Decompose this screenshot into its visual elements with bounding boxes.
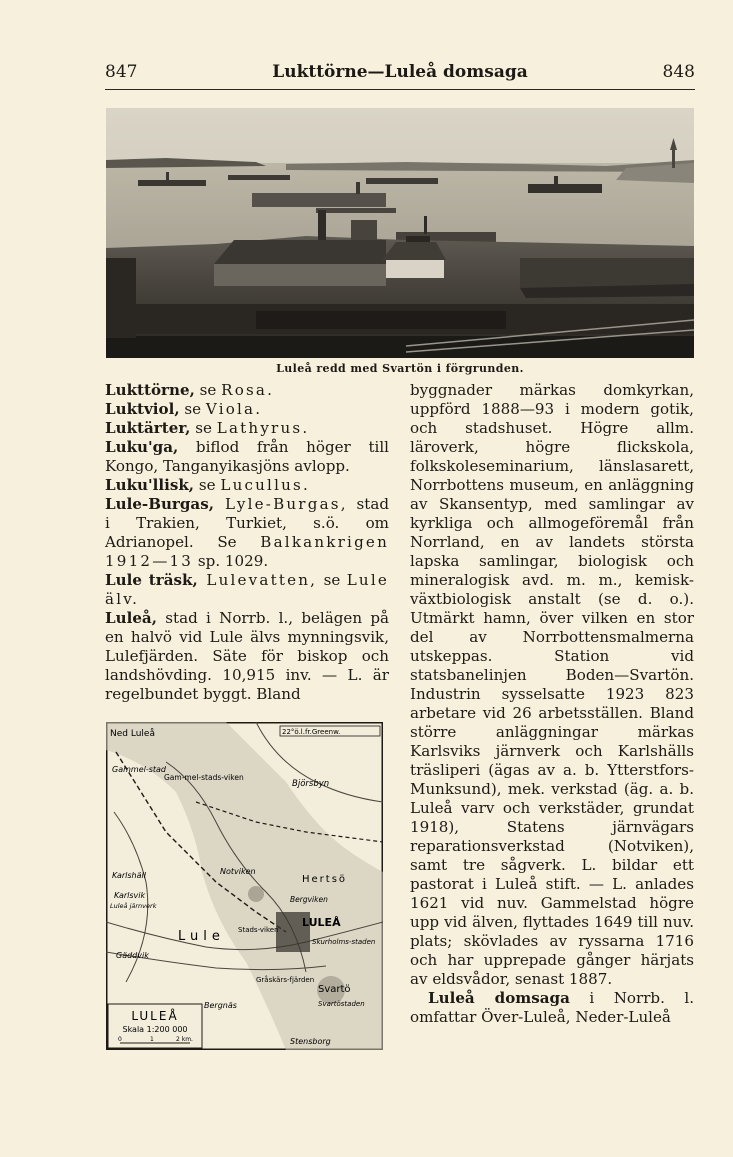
lulea-continuation: byggnader märkas domkyrkan, uppförd 1888—93 i modern gotik, och stadshuset. Högre allm. läroverk, högre flickskola, folkskoleseminarium, länslasarett, Norrbottens museum, en anläggning av Skansentyp, med samlingar av kyrkliga och allmogeföremål från Norrland, en av landets största lapska samlingar, biologisk och mineralogisk avd. m. m., kemisk-växtbiologisk anstalt (se d. o.). Utmärkt hamn, över vilken en stor del av Norrbottensmalmerna utskeppas. Station vid statsbanelinjen Boden—Svartön. Industrin sysselsatte 1923 823 arbetare vid 26 arbetsställen. Bland större anläggningar märkas Karlsviks järnverk och Karlshälls träsliperi (ägas av a. b. Ytterstfors-Munksund), mek. verkstad (äg. a. b. Luleå varv och verkstäder, grundat 1918), Statens järnvägars reparationsverkstad (Notviken), samt tre sågverk. L. bildar ett pastorat i Luleå stift. — L. anlades 1621 vid nuv. Gammelstad högre upp vid älven, flyttades 1649 till nuv. plats; skövlades av ryssarna 1716 och har upprepade gånger härjats av eldsvådor, senast 1887. [410,381,694,988]
right-column [410,381,694,1027]
map-scale-tick-0: 0 [118,1036,122,1043]
cross-reference: Lucullus. [220,476,310,494]
map-label-skurholms: Skurholms-staden [312,938,376,946]
map-label-stensborg: Stensborg [290,1037,331,1046]
harbor-photograph [106,108,694,358]
entry-lule-burgas [105,495,389,571]
entry-head: Luku'llisk, [105,476,195,494]
entry-lule-trask [105,571,389,609]
map-scale-tick-2: 2 km. [176,1036,193,1043]
entry-text: i Norrb. l. omfattar Över-Luleå, Neder-Luleå [410,989,695,1026]
entry-text: stad i Trakien, Turkiet, s.ö. om Adrianopel. Se [105,495,389,551]
entry-text: stad i Norrb. l., belägen på en halvö vid Lule älvs mynningsvik, Lulefjärden. Säte för biskop och landshövding. 10,915 inv. — L. är regelbundet byggt. Bland [105,609,389,703]
photo-caption: Luleå redd med Svartön i förgrunden. [276,362,524,375]
entry-text: se [190,419,217,437]
entry-head: Luleå, [105,609,157,627]
map-label-stadsviken: Stads-viken [238,926,279,934]
entry-lukullisk [105,476,389,495]
entry-text: se [179,400,206,418]
map-legend-scale: Skala 1:200 000 [122,1025,188,1034]
entry-head: Lule träsk, [105,571,198,589]
entry-lulea [105,609,389,704]
cross-reference: Lule älv. [105,571,389,608]
map-label-hertson: Hertsö [302,874,348,885]
cross-reference: Lulevatten, [197,571,318,589]
lulea-map [106,722,383,1050]
entry-text: se [194,381,222,399]
page-header [105,58,695,86]
map-label-karlsvik: Karlsvik [114,891,146,900]
map-scale-tick-1: 1 [150,1036,154,1043]
cross-reference: Lathyrus. [216,419,310,437]
page-number-right: 848 [662,62,695,82]
map-label-karlshall: Karlshäll [112,871,146,880]
entry-head: Lule-Burgas, [105,495,214,513]
map-label-lulea-city: LULEÅ [302,916,341,929]
entry-head: Luleå domsaga [428,989,570,1007]
map-label-bjorsbyn: Björsbyn [292,779,330,789]
map-label-notviken: Notviken [220,867,256,876]
entry-text: se [194,476,221,494]
map-legend-title: LULEÅ [131,1009,179,1023]
running-title: Lukttörne—Luleå domsaga [272,62,528,82]
header-rule [105,89,695,90]
map-label-gammelstad: Gammel-stad [112,765,167,774]
map-label-bergviken: Bergviken [290,895,328,904]
entry-head: Luktviol, [105,400,180,418]
entry-lukuga [105,438,389,476]
map-label-lule: Lule [178,929,225,944]
entry-text: sp. 1029. [193,552,269,570]
entry-head: Luku'ga, [105,438,179,456]
map-label-svarton: Svartö [318,984,351,995]
page-number-left: 847 [105,62,138,82]
map-label-gammelstads-viken: Gam-mel-stads-viken [164,773,244,782]
entry-lulea-domsaga [410,989,694,1027]
entry-luktarter [105,419,389,438]
map-label-bergnas: Bergnäs [204,1001,237,1010]
entry-lukttorne [105,381,389,400]
map-meridian-label: 22°ö.l.fr.Greenw. [282,728,341,736]
entry-text: se [317,571,347,589]
entry-head: Luktärter, [105,419,191,437]
map-label-svartostaden: Svartöstaden [318,1000,365,1008]
entry-text: biflod från höger till Kongo, Tanganyikasjöns avlopp. [105,438,389,475]
cross-reference: Balkankrigen 1912—13 [105,533,389,570]
map-label-lulea-jarnverk: Luleå järnverk [110,902,157,910]
entry-luktviol [105,400,389,419]
left-column [105,381,389,704]
cross-reference: Viola. [205,400,263,418]
cross-reference: Rosa. [221,381,275,399]
map-label-granskars: Gråskärs-fjärden [256,976,315,984]
map-label-gaddvik: Gäddvik [116,951,149,960]
cross-reference: Lyle-Burgas, [213,495,348,513]
map-corner-label: Ned Luleå [110,729,155,739]
entry-head: Lukttörne, [105,381,195,399]
